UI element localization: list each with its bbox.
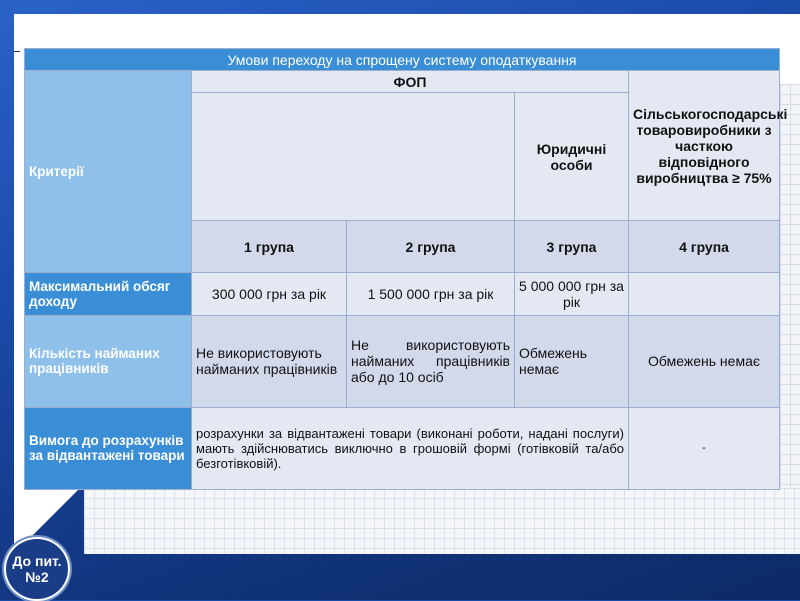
table-row <box>25 315 780 407</box>
row-label-employees: Кількість найманих працівників <box>25 315 192 407</box>
row-label-settlements: Вимога до розрахунків за відвантажені товари <box>25 407 192 489</box>
settlements-group-4: - <box>629 407 780 489</box>
income-group-4 <box>629 273 780 315</box>
agri-header: Сільськогосподарські товаровиробники з часткою відповідного виробництва ≥ 75% <box>629 71 780 221</box>
group-4-header: 4 група <box>629 221 780 273</box>
legal-entities-header: Юридичні особи <box>515 93 629 221</box>
table-row <box>25 407 780 489</box>
income-group-3: 5 000 000 грн за рік <box>515 273 629 315</box>
badge-line-2: №2 <box>25 569 49 585</box>
employees-group-3: Обмежень немає <box>515 315 629 407</box>
slide-mark <box>14 51 20 52</box>
row-label-income: Максимальний обсяг доходу <box>25 273 192 315</box>
lower-grid-decoration <box>84 488 800 554</box>
badge-line-1: До пит. <box>12 553 62 569</box>
settlements-groups-1-3: розрахунки за відвантажені товари (виконані роботи, надані послуги) мають здійснюватись виключно в грошовій формі (готівковій та/або безготівковій). <box>192 407 629 489</box>
employees-group-2: Не використовують найманих працівників або до 10 осіб <box>347 315 515 407</box>
tax-conditions-table <box>24 48 788 490</box>
employees-group-1: Не використовують найманих працівників <box>192 315 347 407</box>
empty-header-cell <box>192 93 515 221</box>
table-title: Умови переходу на спрощену систему оподаткування <box>25 49 780 71</box>
table-row <box>25 273 780 315</box>
group-3-header: 3 група <box>515 221 629 273</box>
income-group-2: 1 500 000 грн за рік <box>347 273 515 315</box>
fop-header: ФОП <box>192 71 629 93</box>
back-to-question-button[interactable] <box>4 537 70 601</box>
criteria-header: Критерії <box>25 71 192 273</box>
employees-group-4: Обмежень немає <box>629 315 780 407</box>
group-1-header: 1 група <box>192 221 347 273</box>
income-group-1: 300 000 грн за рік <box>192 273 347 315</box>
group-2-header: 2 група <box>347 221 515 273</box>
